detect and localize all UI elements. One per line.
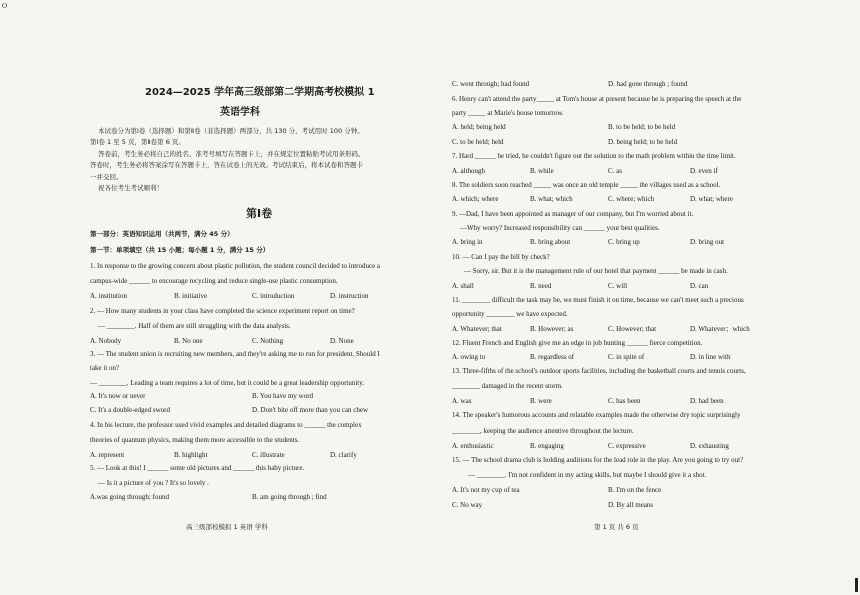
question-1-options <box>90 292 430 301</box>
question-1-line-2: campus-wide ______ to encourage recycling and reduce single-use plastic consumption. <box>90 277 338 285</box>
option-c: C. introduction <box>252 292 295 300</box>
question-14-line-1: 14. The speaker's humorous accounts and relatable examples made the otherwise dry topic surprisingly <box>452 411 741 419</box>
question-15-options-row-1 <box>452 486 792 495</box>
corner-mark: O <box>2 2 8 10</box>
option-b: B. while <box>530 167 554 175</box>
question-7: 7. Hard ______ he tried, he couldn't figure out the solution to the math problem within the time limit. <box>452 152 736 160</box>
option-b: B. initiative <box>174 292 208 300</box>
question-3-line-2: take it on? <box>90 364 120 372</box>
question-9-options <box>452 238 792 247</box>
question-10-line-1: 10. — Can I pay the bill by check? <box>452 253 550 261</box>
page-number-footer: 第 1 页 共 6 页 <box>594 523 639 531</box>
question-9-line-2: —Why worry? Increased responsibility can ______ your best qualities. <box>460 224 660 232</box>
question-11-line-1: 11. ________ difficult the task may be, we must finish it on time, because we can't meet such a precious <box>452 296 744 304</box>
question-4-line-1: 4. In his lecture, the professor used vivid examples and detailed diagrams to ______ the complex <box>90 421 362 429</box>
option-a: A. was <box>452 397 472 405</box>
question-14-line-2: ________, keeping the audience attentive throughout the lecture. <box>452 427 634 435</box>
option-a: A. bring in <box>452 238 483 246</box>
option-d: D. exhausting <box>690 442 729 450</box>
question-6-line-1: 6. Henry can't attend the party_____ at Tom's house at present because he is preparing the speech at the <box>452 95 742 103</box>
option-c: C. as <box>608 167 622 175</box>
option-d: D. what; where <box>690 195 733 203</box>
option-d: D. Don't bite off more than you can chew <box>252 406 369 414</box>
volume-heading: 第Ⅰ卷 <box>246 207 273 220</box>
option-c: C. However; that <box>608 325 657 333</box>
question-10-line-2: — Sorry, sir. But it is the management rule of our hotel that payment ______ be made in cash. <box>464 267 728 275</box>
question-2-options <box>90 337 430 346</box>
intro-line-3: 答卷前，考生务必将自己的姓名、准考号填写在答题卡上，并在规定位置粘贴考试用条形码。 <box>98 150 365 158</box>
option-c: C. in spite of <box>608 353 645 361</box>
scan-edge-mark <box>855 578 858 592</box>
question-11-options <box>452 325 792 334</box>
option-d: D. instruction <box>330 292 369 300</box>
question-2-line-2: — ________. Half of them are still struggling with the data analysis. <box>98 322 291 330</box>
question-3-line-1: 3. — The student union is recruiting new members, and they're asking me to run for president. Should I <box>90 350 380 358</box>
option-a: A. It's not my cup of tea <box>452 486 520 494</box>
question-10-options <box>452 282 792 291</box>
option-a: A.was going through; found <box>90 493 169 501</box>
question-4-options <box>90 451 430 460</box>
question-6-options-row-2 <box>452 138 792 147</box>
option-b: B. However; as <box>530 325 574 333</box>
option-c: C. expressive <box>608 442 646 450</box>
left-footer: 高三级部校模拟 1 英语 学科 <box>186 523 268 531</box>
question-8: 8. The soldiers soon reached _____ was once an old temple _____ the villages used as a school. <box>452 181 721 189</box>
question-12: 12. Fluent French and English give me an edge in job hunting ______ fierce competition. <box>452 339 703 347</box>
option-b: B. were <box>530 397 552 405</box>
option-c: C. to be held; held <box>452 138 504 146</box>
intro-line-6: 祝各位考生考试顺利！ <box>98 184 163 192</box>
question-8-options <box>452 195 792 204</box>
question-15-line-2: — ________. I'm not confident in my acting skills, but maybe I should give it a shot. <box>468 471 707 479</box>
question-3-options-row-2 <box>90 406 430 415</box>
option-a: A. Whatever; that <box>452 325 502 333</box>
question-3-line-3: — ________. Leading a team requires a lot of time, but it could be a great leadership opportunity. <box>90 379 365 387</box>
question-9-line-1: 9. —Dad, I have been appointed as manager of our company, but I'm worried about it. <box>452 210 694 218</box>
question-13-line-1: 13. Three-fifths of the school's outdoor sports facilities, including the basketball courts and tennis courts, <box>452 367 746 375</box>
option-b: B. to be held; to be held <box>608 123 676 131</box>
question-4-line-2: theories of quantum physics, making them more accessible to the students. <box>90 436 300 444</box>
option-d: D. bring out <box>690 238 725 246</box>
option-b: B. am going through ; find <box>252 493 327 501</box>
option-a: A. owing to <box>452 353 486 361</box>
option-a: A. which; where <box>452 195 499 203</box>
option-d: D. can <box>690 282 709 290</box>
option-b: B. I'm on the fence <box>608 486 662 494</box>
option-d: D. had been <box>690 397 724 405</box>
question-5-line-1: 5. — Look at this! I ______ some old pictures and ______ this baby picture. <box>90 464 305 472</box>
option-d: D. Whatever；which <box>690 325 750 333</box>
option-d: D. By all means <box>608 501 654 509</box>
question-11-line-2: opportunity ________ we have expected. <box>452 310 568 318</box>
question-2-line-1: 2. — How many students in your class have completed the science experiment report on time? <box>90 307 355 315</box>
option-d: D. had gone through ; found <box>608 80 688 88</box>
intro-line-4: 答卷时，考生务必将答案涂写在答题卡上，答在试卷上的无效。考试结束后，将本试卷和答题卡 <box>90 161 363 169</box>
question-13-line-2: ________ damaged in the recent storm. <box>452 382 563 390</box>
option-d: D. being held; to be held <box>608 138 678 146</box>
question-6-line-2: party _____ at Marie's house tomorrow. <box>452 109 564 117</box>
option-b: B. highlight <box>174 451 208 459</box>
option-b: B. No one <box>174 337 203 345</box>
option-b: B. engaging <box>530 442 564 450</box>
intro-line-1: 本试卷分为第Ⅰ卷（选择题）和第Ⅱ卷（非选择题）两部分，共 130 分，考试用时 100 分钟。 <box>98 127 364 135</box>
option-a: A. represent <box>90 451 125 459</box>
question-15-options-row-2 <box>452 501 792 510</box>
question-3-options-row-1 <box>90 392 430 401</box>
option-a: A. enthusiastic <box>452 442 494 450</box>
subject-title: 英语学科 <box>220 107 260 118</box>
option-b: B. regardless of <box>530 353 575 361</box>
option-d: D. in line with <box>690 353 731 361</box>
question-6-options-row-1 <box>452 123 792 132</box>
option-a: A. Nobody <box>90 337 122 345</box>
section-heading: 第一节：单项填空（共 15 小题；每小题 1 分，满分 15 分） <box>90 246 270 254</box>
option-a: A. institution <box>90 292 127 300</box>
option-c: C. will <box>608 282 628 290</box>
question-5-options-continued <box>452 80 792 89</box>
option-d: D. None <box>330 337 354 345</box>
intro-line-5: 一并交回。 <box>90 173 123 181</box>
question-14-options <box>452 442 792 451</box>
option-c: C. No way <box>452 501 483 509</box>
option-c: C. It's a double-edged sword <box>90 406 170 414</box>
option-a: A. although <box>452 167 486 175</box>
question-15-line-1: 15. — The school drama club is holding auditions for the lead role in the play. Are you going to try out? <box>452 456 744 464</box>
option-a: A. It's now or never <box>90 392 146 400</box>
option-d: D. clarify <box>330 451 357 459</box>
option-b: B. what; which <box>530 195 573 203</box>
exam-title: 2024—2025 学年高三级部第二学期高考校模拟 1 <box>145 87 375 98</box>
option-b: B. need <box>530 282 552 290</box>
option-c: C. illustrate <box>252 451 285 459</box>
question-13-options <box>452 397 792 406</box>
option-c: C. bring up <box>608 238 640 246</box>
option-d: D. even if <box>690 167 718 175</box>
intro-line-2: 第Ⅰ卷 1 至 5 页，第Ⅱ卷第 6 页。 <box>90 138 185 146</box>
question-5-line-2: — Is it a picture of you ? It's so lovely . <box>98 479 209 487</box>
option-c: C. where; which <box>608 195 655 203</box>
question-1-line-1: 1. In response to the growing concern about plastic pollution, the student council decided to introduce a <box>90 262 381 270</box>
part-heading: 第一部分：英语知识运用（共两节，满分 45 分） <box>90 230 234 238</box>
option-a: A. shall <box>452 282 474 290</box>
option-b: B. bring about <box>530 238 571 246</box>
option-b: B. You have my word <box>252 392 314 400</box>
option-c: C. has been <box>608 397 641 405</box>
option-c: C. Nothing <box>252 337 284 345</box>
question-5-options <box>90 493 430 502</box>
question-7-options <box>452 167 792 176</box>
option-a: A. held; being held <box>452 123 506 131</box>
question-12-options <box>452 353 792 362</box>
option-c: C. went through; had found <box>452 80 530 88</box>
